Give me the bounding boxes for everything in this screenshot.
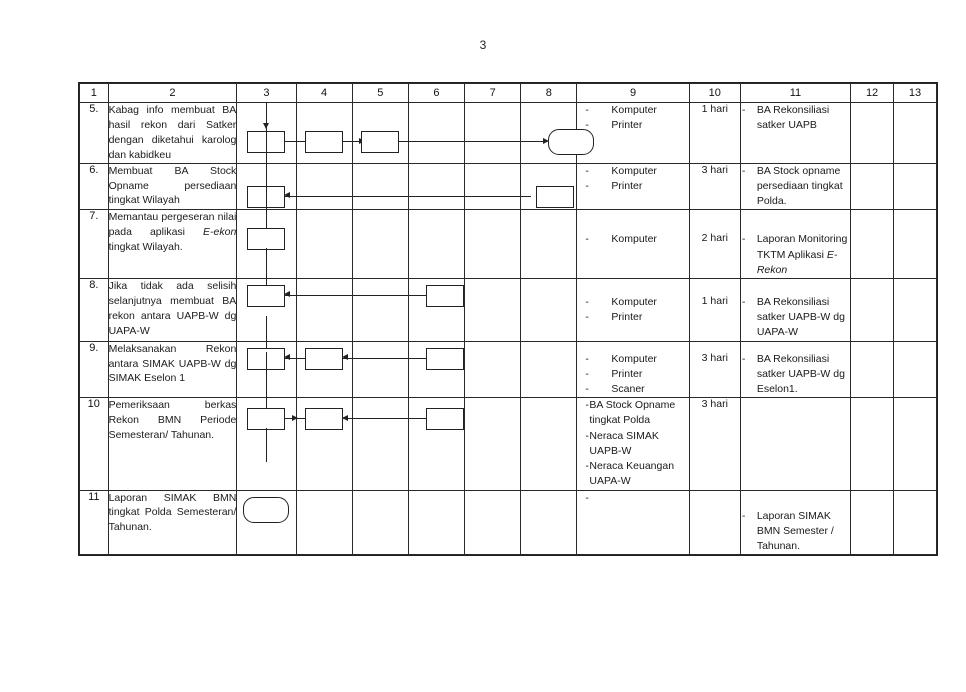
connector-line — [353, 196, 408, 197]
col-header-3: 3 — [237, 84, 296, 103]
lane-6 — [408, 210, 464, 279]
arrow-left-icon — [284, 291, 290, 297]
equipment-item: - Printer — [577, 310, 688, 325]
table-row — [80, 341, 937, 398]
flowchart-sheet — [78, 82, 938, 556]
activity-text-part: Memantau pergeseran nilai pada aplikasi — [108, 211, 237, 239]
lane-5 — [352, 398, 408, 490]
output-item: - BA Rekonsiliasi satker UAPB-W dg Eselon1. — [741, 352, 850, 398]
lane-13 — [894, 210, 937, 279]
col-header-13: 13 — [894, 84, 937, 103]
connector-line — [465, 196, 520, 197]
connector-line — [521, 141, 545, 142]
row-number: 10 — [80, 398, 109, 490]
connector-line — [297, 295, 352, 296]
lane-13 — [894, 398, 937, 490]
table-row — [80, 398, 937, 490]
process-box — [426, 348, 464, 370]
row-number: 5. — [80, 103, 109, 164]
output-text-part: Laporan Monitoring TKTM Aplikasi — [756, 233, 848, 261]
equipment-item: - Komputer — [577, 352, 688, 367]
row-equipment — [577, 398, 689, 490]
row-number: 11 — [80, 490, 109, 555]
row-equipment — [577, 278, 689, 341]
lane-6 — [408, 490, 464, 555]
lane-7 — [465, 398, 521, 490]
table-header-row — [80, 84, 937, 103]
lane-7 — [465, 210, 521, 279]
equipment-item: - Komputer — [577, 295, 688, 310]
col-header-12: 12 — [851, 84, 894, 103]
lane-5 — [352, 341, 408, 398]
col-header-10: 10 — [689, 84, 740, 103]
connector-line — [353, 295, 408, 296]
connector-line — [266, 316, 267, 348]
lane-5 — [352, 163, 408, 210]
terminator-shape — [243, 497, 289, 523]
row-number: 9. — [80, 341, 109, 398]
row-equipment — [577, 490, 689, 555]
row-number: 7. — [80, 210, 109, 279]
connector-line — [521, 196, 531, 197]
equipment-item: - Printer — [577, 118, 688, 133]
row-activity: Laporan SIMAK BMN tingkat Polda Semesteran/ Tahunan. — [108, 490, 237, 555]
output-text-emphasis: E-Rekon — [756, 248, 838, 276]
process-box — [536, 186, 574, 208]
process-box — [247, 408, 285, 430]
row-time — [689, 210, 740, 279]
row-activity — [108, 210, 237, 279]
row-time-value: 3 hari — [701, 351, 728, 364]
process-box — [361, 131, 399, 153]
row-time: 1 hari — [689, 103, 740, 164]
row-equipment — [577, 163, 689, 210]
table-row — [80, 103, 937, 164]
output-item: - BA Stock opname persediaan tingkat Polda. — [741, 164, 850, 210]
lane-7 — [465, 341, 521, 398]
row-time — [689, 341, 740, 398]
lane-4 — [296, 103, 352, 164]
lane-4 — [296, 398, 352, 490]
lane-3 — [237, 490, 296, 555]
lane-5 — [352, 278, 408, 341]
col-header-9: 9 — [577, 84, 689, 103]
row-output — [740, 163, 850, 210]
process-box — [305, 348, 343, 370]
connector-line — [266, 180, 267, 228]
lane-8 — [521, 278, 577, 341]
lane-6 — [408, 163, 464, 210]
output-item: - BA Rekonsiliasi satker UAPB-W dg UAPA-W — [741, 295, 850, 341]
row-number: 6. — [80, 163, 109, 210]
connector-line — [266, 428, 267, 462]
row-activity: Pemeriksaan berkas Rekon BMN Periode Semesteran/ Tahunan. — [108, 398, 237, 490]
equipment-item: - Printer — [577, 367, 688, 382]
row-output — [740, 210, 850, 279]
row-activity: Jika tidak ada selisih selanjutnya membuat BA rekon antara UAPB-W dg UAPA-W — [108, 278, 237, 341]
output-item: - Laporan SIMAK BMN Semester / Tahunan. — [741, 509, 850, 555]
row-output — [740, 278, 850, 341]
lane-4 — [296, 163, 352, 210]
table-row — [80, 278, 937, 341]
row-time: 3 hari — [689, 163, 740, 210]
lane-13 — [894, 163, 937, 210]
lane-4 — [296, 278, 352, 341]
col-header-2: 2 — [108, 84, 237, 103]
lane-7 — [465, 490, 521, 555]
lane-7 — [465, 163, 521, 210]
lane-5 — [352, 490, 408, 555]
lane-6 — [408, 398, 464, 490]
arrow-left-icon — [342, 354, 348, 360]
lane-4 — [296, 210, 352, 279]
equipment-item: - Komputer — [577, 103, 688, 118]
lane-8 — [521, 398, 577, 490]
col-header-4: 4 — [296, 84, 352, 103]
col-header-11: 11 — [740, 84, 850, 103]
process-box — [247, 228, 285, 250]
connector-line — [266, 106, 267, 186]
output-item: - BA Rekonsiliasi satker UAPB — [741, 103, 850, 133]
output-item — [741, 232, 850, 278]
arrow-left-icon — [284, 192, 290, 198]
lane-8 — [521, 163, 577, 210]
equipment-item: - Neraca SIMAK UAPB-W — [577, 429, 688, 459]
row-time-value: 1 hari — [701, 294, 728, 307]
equipment-item: - Neraca Keuangan UAPA-W — [577, 459, 688, 489]
connector-line — [266, 352, 267, 408]
lane-8 — [521, 103, 577, 164]
process-box — [305, 131, 343, 153]
row-activity: Melaksanakan Rekon antara SIMAK UAPB-W dg SIMAK Eselon 1 — [108, 341, 237, 398]
connector-line — [465, 141, 520, 142]
col-header-1: 1 — [80, 84, 109, 103]
equipment-item: - Komputer — [577, 232, 688, 247]
procedure-table — [79, 83, 937, 555]
table-row — [80, 210, 937, 279]
col-header-7: 7 — [465, 84, 521, 103]
row-number: 8. — [80, 278, 109, 341]
row-time — [689, 278, 740, 341]
lane-8 — [521, 210, 577, 279]
connector-line — [409, 141, 464, 142]
lane-5 — [352, 210, 408, 279]
lane-5 — [352, 103, 408, 164]
lane-13 — [894, 278, 937, 341]
row-output — [740, 490, 850, 555]
lane-4 — [296, 341, 352, 398]
lane-13 — [894, 490, 937, 555]
row-output — [740, 103, 850, 164]
col-header-5: 5 — [352, 84, 408, 103]
process-box — [426, 408, 464, 430]
connector-line — [297, 196, 352, 197]
col-header-8: 8 — [521, 84, 577, 103]
row-output — [740, 398, 850, 490]
lane-8 — [521, 490, 577, 555]
equipment-item: - Printer — [577, 179, 688, 194]
row-time-value: 2 hari — [701, 232, 728, 245]
process-box — [305, 408, 343, 430]
lane-13 — [894, 103, 937, 164]
lane-6 — [408, 278, 464, 341]
table-row — [80, 490, 937, 555]
arrow-left-icon — [284, 354, 290, 360]
row-time: 3 hari — [689, 398, 740, 490]
connector-line — [353, 358, 408, 359]
process-box — [426, 285, 464, 307]
col-header-6: 6 — [408, 84, 464, 103]
equipment-item: - Scaner — [577, 382, 688, 397]
activity-text-emphasis: E-ekon — [203, 226, 237, 239]
lane-12 — [851, 490, 894, 555]
process-box — [247, 285, 285, 307]
lane-12 — [851, 210, 894, 279]
lane-6 — [408, 103, 464, 164]
lane-12 — [851, 103, 894, 164]
equipment-item: - BA Stock Opname tingkat Polda — [577, 398, 688, 428]
row-activity: Kabag info membuat BA hasil rekon dari Satker dengan diketahui karolog dan kabidkeu — [108, 103, 237, 164]
row-equipment — [577, 210, 689, 279]
lane-13 — [894, 341, 937, 398]
row-equipment — [577, 341, 689, 398]
table-row — [80, 163, 937, 210]
lane-12 — [851, 398, 894, 490]
lane-6 — [408, 341, 464, 398]
lane-12 — [851, 278, 894, 341]
lane-8 — [521, 341, 577, 398]
row-time — [689, 490, 740, 555]
lane-7 — [465, 278, 521, 341]
row-output — [740, 341, 850, 398]
equipment-item: - Komputer — [577, 164, 688, 179]
row-activity: Membuat BA Stock Opname persediaan tingkat Wilayah — [108, 163, 237, 210]
arrow-left-icon — [342, 415, 348, 421]
lane-7 — [465, 103, 521, 164]
row-equipment — [577, 103, 689, 164]
lane-12 — [851, 163, 894, 210]
connector-line — [266, 257, 267, 287]
lane-3 — [237, 398, 296, 490]
lane-4 — [296, 490, 352, 555]
lane-12 — [851, 341, 894, 398]
page-number: 3 — [479, 38, 487, 52]
connector-line — [353, 418, 408, 419]
connector-line — [409, 196, 464, 197]
activity-text-part: tingkat Wilayah. — [108, 241, 183, 254]
